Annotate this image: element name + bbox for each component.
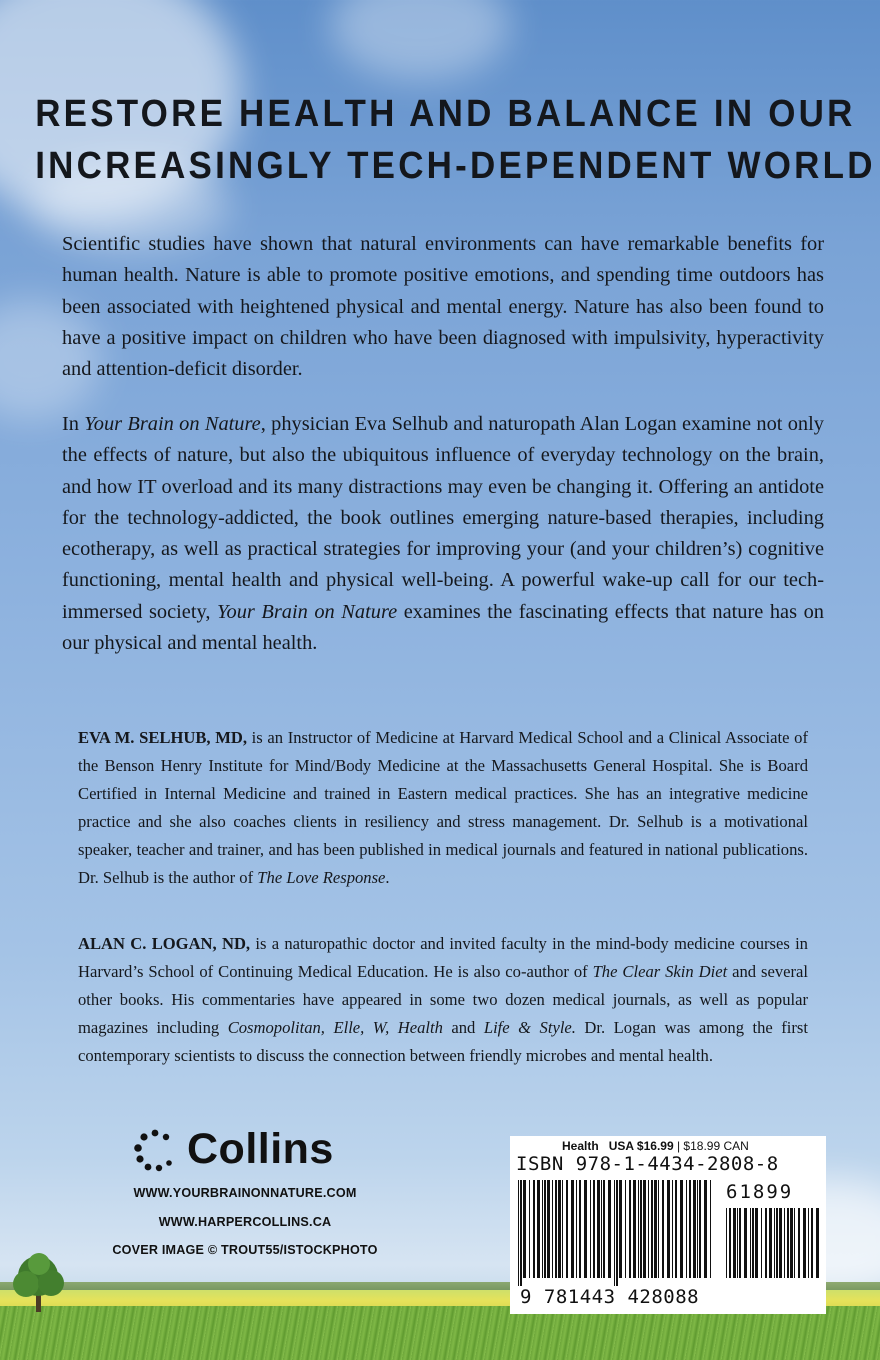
magazine-name: Life & Style.: [483, 1018, 576, 1037]
barcode-bar: [603, 1180, 605, 1278]
barcode-bar: [811, 1208, 813, 1278]
barcode-bar: [787, 1208, 789, 1278]
addon-code: 61899: [726, 1181, 794, 1203]
description-paragraph-2: [62, 409, 824, 659]
text-span: is an Instructor of Medicine at Harvard Medical School and a Clinical Associate of the Benson Henry Institute for Mind/Body Medicine at the Massachusetts General Hospital. She is Board Certified in Internal Medicine and trained in Eastern medical practices. She has an integrative medicine practice and she also coaches clients in resiliency and stress management. Dr. Selhub is a motivational speaker, teacher and trainer, and has been published in medical journals and featured in national publications. Dr. Selhub is the author of: [78, 728, 808, 887]
barcode-bar: [542, 1180, 543, 1278]
barcode-bar: [633, 1180, 636, 1278]
barcode-bar: [518, 1180, 519, 1286]
cover-image-credit: COVER IMAGE © TROUT55/ISTOCKPHOTO: [112, 1243, 378, 1257]
barcode-bar: [608, 1180, 611, 1278]
barcode-bar: [640, 1180, 642, 1278]
barcode-bar: [619, 1180, 622, 1278]
barcode-bar: [579, 1180, 581, 1278]
website-link[interactable]: WWW.YOURBRAINONNATURE.COM: [133, 1186, 357, 1200]
barcode-bar: [593, 1180, 595, 1278]
barcode-bar: [597, 1180, 600, 1278]
book-title: Your Brain on Nature: [84, 413, 261, 435]
barcode-bar: [790, 1208, 793, 1278]
barcode-bar: [755, 1208, 758, 1278]
barcode-bar: [643, 1180, 646, 1278]
description-paragraph-1: Scientific studies have shown that natural environments can have remarkable benefits for human health. Nature is able to promote positive emotions, and spending time outdoors has been associated with heightened physical and mental energy. Nature has also been found to have a positive impact on children who have been diagnosed with impulsivity, hyperactivity and attention-deficit disorder.: [62, 233, 824, 381]
barcode-bar: [680, 1180, 683, 1278]
price-line: [562, 1139, 749, 1153]
barcode-bar: [816, 1208, 819, 1278]
barcode-bar: [729, 1208, 731, 1278]
barcode-bar: [704, 1180, 707, 1278]
barcode-bar: [808, 1208, 809, 1278]
barcode-bar: [544, 1180, 546, 1278]
magazine-names: Cosmopolitan, Elle, W, Health: [227, 1018, 443, 1037]
barcode-bar: [794, 1208, 795, 1278]
barcode-bar: [803, 1208, 806, 1278]
price-usd: USA $16.99: [608, 1139, 674, 1153]
barcode-bar: [614, 1180, 615, 1286]
barcode-bar: [562, 1180, 563, 1278]
barcode-number: 9 781443 428088: [520, 1286, 700, 1308]
barcode-bar: [651, 1180, 653, 1278]
barcode-bar: [571, 1180, 574, 1278]
grass-field: [0, 1306, 880, 1360]
headline-line-1: RESTORE HEALTH AND BALANCE IN OUR: [35, 93, 856, 135]
barcode-bar: [584, 1180, 587, 1278]
barcode-bar: [533, 1180, 535, 1278]
barcode-bar: [689, 1180, 691, 1278]
book-title: Your Brain on Nature: [217, 600, 398, 623]
barcode-bar: [776, 1208, 778, 1278]
barcode-bar: [769, 1208, 772, 1278]
barcode-bar: [658, 1180, 659, 1278]
barcode-bar: [686, 1180, 687, 1278]
headline: [35, 88, 876, 192]
barcode-bar: [523, 1180, 526, 1278]
category: Health: [562, 1139, 599, 1153]
barcode-bars: [518, 1180, 714, 1286]
barcode-bar: [726, 1208, 727, 1278]
barcode-bar: [616, 1180, 618, 1286]
author-bio-logan: [78, 930, 808, 1070]
barcode-bar: [629, 1180, 631, 1278]
price-can: | $18.99 CAN: [676, 1139, 749, 1153]
barcode-bar: [576, 1180, 577, 1278]
barcode-bar: [697, 1180, 698, 1278]
barcode-bar: [667, 1180, 670, 1278]
barcode-bar: [752, 1208, 754, 1278]
barcode-bar: [590, 1180, 591, 1278]
publisher-name: Collins: [187, 1125, 334, 1173]
author-bio-selhub: [78, 724, 808, 892]
barcode-bar: [798, 1208, 800, 1278]
barcode-bar: [784, 1208, 785, 1278]
author-name: ALAN C. LOGAN, ND,: [78, 934, 251, 953]
barcode-bar: [750, 1208, 751, 1278]
website-link[interactable]: WWW.HARPERCOLLINS.CA: [158, 1215, 332, 1229]
collins-dots-icon: [133, 1128, 177, 1172]
barcode-bar: [672, 1180, 673, 1278]
barcode-bar: [555, 1180, 557, 1278]
isbn-barcode-box: [510, 1136, 826, 1314]
barcode-bar: [693, 1180, 696, 1278]
barcode-bar: [625, 1180, 626, 1278]
barcode-bar: [662, 1180, 664, 1278]
barcode-bar: [537, 1180, 540, 1278]
barcode-bar: [765, 1208, 767, 1278]
barcode-bar: [675, 1180, 677, 1278]
barcode-bar: [520, 1180, 522, 1286]
barcode-bar: [733, 1208, 736, 1278]
book-title: The Love Response: [257, 868, 386, 887]
barcode-bar: [774, 1208, 775, 1278]
barcode-bar: [761, 1208, 762, 1278]
headline-line-2: INCREASINGLY TECH-DEPENDENT WORLD: [35, 145, 876, 187]
isbn-text: ISBN 978-1-4434-2808-8: [516, 1153, 779, 1175]
text-span: and several other books. His commentaries have appeared in some two dozen medical journals, as well as popular magazines including: [78, 962, 809, 1037]
barcode-bar: [710, 1180, 711, 1278]
barcode-bar: [529, 1180, 530, 1278]
collins-logo: [133, 1125, 334, 1174]
cloud: [330, 0, 510, 80]
text-span: , physician Eva Selhub and naturopath Alan Logan examine not only the effects of nature, but also the ubiquitous influence of everyday technology on the brain, and how IT overload and its many distractions may even be changing it. Offering an antidote for the technology-addicted, the book outlines emerging nature-based therapies, including ecotherapy, as well as practical strategies for improving your (and your children’s) cognitive functioning, mental health and physical well-being. A powerful wake-up call for our tech-immersed society,: [62, 413, 824, 623]
text-span: In: [62, 413, 85, 435]
barcode-bar: [552, 1180, 553, 1278]
barcode-bar: [744, 1208, 747, 1278]
barcode-bar: [566, 1180, 568, 1278]
book-title: The Clear Skin Diet: [592, 962, 728, 981]
barcode-bar: [737, 1208, 738, 1278]
barcode-bar: [638, 1180, 639, 1278]
text-span: and: [442, 1018, 484, 1037]
text-span: is a naturopathic doctor and invited faculty in the mind-body medicine courses in Harvard’s School of Continuing Medical Education. He is also co-author of: [78, 934, 808, 981]
barcode-bar: [739, 1208, 741, 1278]
barcode-bar: [558, 1180, 561, 1278]
text-span: examines the fascinating effects that nature has on our physical and mental health.: [62, 600, 824, 655]
addon-barcode-bars: [726, 1208, 820, 1286]
barcode-bar: [547, 1180, 550, 1278]
barcode-bar: [699, 1180, 701, 1278]
barcode-bar: [601, 1180, 602, 1278]
text-span: .: [385, 868, 390, 887]
barcode-bar: [654, 1180, 657, 1278]
barcode-bar: [648, 1180, 649, 1278]
barcode-bar: [779, 1208, 782, 1278]
tree-icon: [8, 1252, 70, 1312]
text-span: Dr. Logan was among the first contemporary scientists to discuss the connection between friendly microbes and mental health.: [78, 1018, 808, 1065]
author-name: EVA M. SELHUB, MD,: [78, 728, 248, 747]
